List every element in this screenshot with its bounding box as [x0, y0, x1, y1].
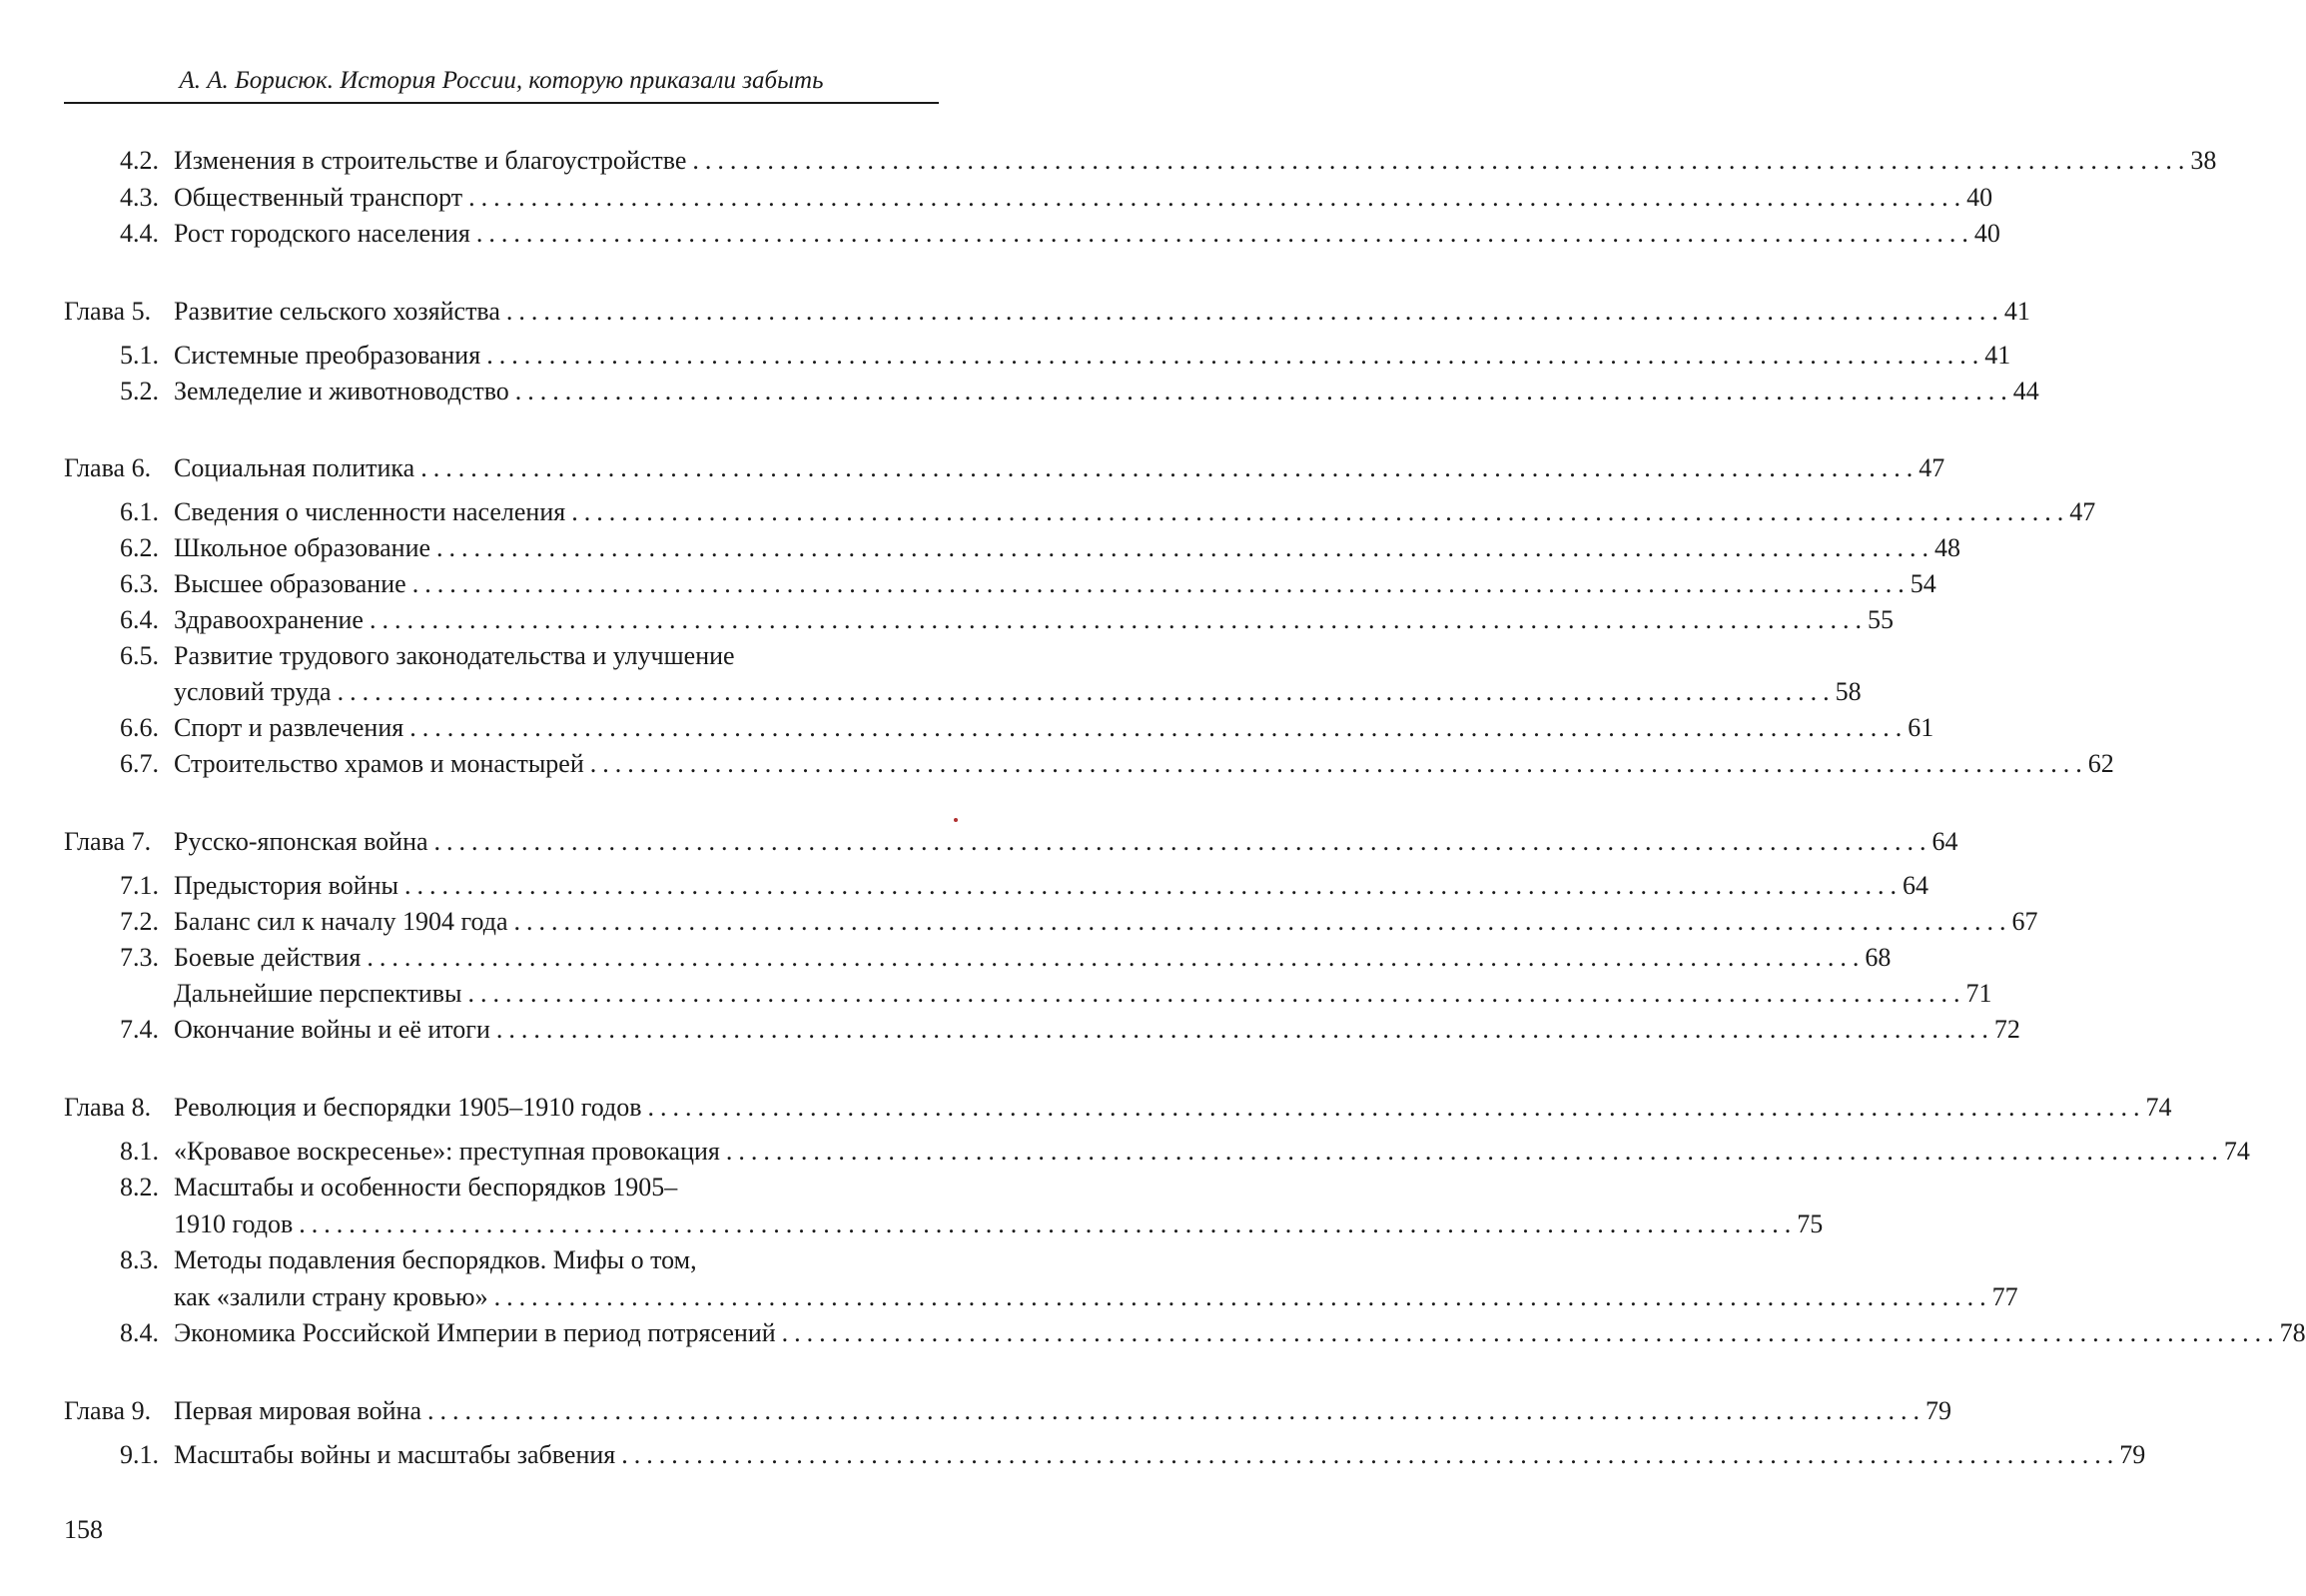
entry-title: Развитие трудового законодательства и улучшение: [174, 641, 735, 670]
leader-dots: ........................................................................................................................: [589, 749, 2088, 778]
entry-page: 48: [1934, 533, 1961, 562]
entry-title: условий труда: [174, 677, 332, 706]
entry-page: 78: [2279, 1318, 2306, 1347]
toc-entry-7-3-sub: [0, 976, 1992, 1012]
leader-dots: ........................................................................................................................: [404, 871, 1903, 900]
toc-entry-5-1: [0, 338, 2011, 374]
entry-number: 4.2.: [120, 146, 159, 175]
leader-dots: ........................................................................................................................: [571, 497, 2070, 526]
entry-page: 68: [1865, 943, 1892, 972]
entry-page: 75: [1797, 1209, 1824, 1238]
toc-entry-8-2: [0, 1170, 939, 1205]
entry-page: 44: [2012, 377, 2039, 405]
entry-title: Масштабы войны и масштабы забвения: [174, 1440, 616, 1469]
entry-number: 5.2.: [120, 377, 159, 405]
leader-dots: ........................................................................................................................: [420, 453, 1920, 482]
leader-dots: ........................................................................................................................: [493, 1282, 1992, 1311]
chapter-number: Глава 9.: [64, 1396, 152, 1425]
toc-entry-6-6: [0, 710, 1934, 746]
toc-entry-6-1: [0, 494, 2096, 530]
leader-dots: ........................................................................................................................: [725, 1137, 2224, 1166]
leader-dots: ........................................................................................................................: [621, 1440, 2120, 1469]
running-header: А. А. Борисюк. История России, которую приказали забыть: [179, 67, 824, 94]
entry-page: 38: [2190, 146, 2217, 175]
toc-entry-6-2: [0, 530, 1961, 566]
toc-entry-8-2-continued: [0, 1206, 1824, 1242]
toc-entry-7-3: [0, 940, 1892, 976]
toc-entry-8-4: [0, 1315, 2306, 1351]
entry-number: 5.1.: [120, 341, 159, 370]
chapter-number: Глава 6.: [64, 453, 152, 482]
toc-entry-8-3: [0, 1242, 939, 1278]
entry-number: 8.4.: [120, 1318, 159, 1347]
entry-page: 47: [1919, 453, 1945, 482]
entry-page: 77: [1991, 1282, 2018, 1311]
toc-chapter-5: [0, 294, 2030, 330]
entry-title: Масштабы и особенности беспорядков 1905–: [174, 1173, 678, 1201]
leader-dots: ........................................................................................................................: [367, 943, 1866, 972]
toc-entry-4-2: [0, 143, 2217, 179]
leader-dots: ........................................................................................................................: [409, 713, 1909, 742]
toc-entry-7-1: [0, 868, 1928, 904]
leader-dots: ........................................................................................................................: [505, 297, 2004, 326]
entry-page: 71: [1965, 979, 1992, 1008]
entry-title: Баланс сил к началу 1904 года: [174, 907, 508, 936]
leader-dots: ........................................................................................................................: [369, 605, 1868, 634]
entry-title: Дальнейшие перспективы: [174, 979, 462, 1008]
entry-page: 54: [1910, 569, 1936, 598]
entry-number: 7.1.: [120, 871, 159, 900]
leader-dots: ........................................................................................................................: [337, 677, 1836, 706]
entry-page: 40: [1966, 183, 1993, 212]
toc-entry-8-3-continued: [0, 1279, 2018, 1315]
entry-page: 41: [2003, 297, 2030, 326]
chapter-number: Глава 8.: [64, 1093, 152, 1122]
entry-page: 79: [2119, 1440, 2146, 1469]
entry-number: 7.2.: [120, 907, 159, 936]
toc-entry-8-1: [0, 1134, 2250, 1170]
entry-number: 6.6.: [120, 713, 159, 742]
entry-page: 62: [2087, 749, 2114, 778]
entry-number: 4.4.: [120, 219, 159, 248]
entry-title: Системные преобразования: [174, 341, 481, 370]
entry-page: 47: [2069, 497, 2096, 526]
toc-entry-6-5-continued: [0, 674, 1862, 710]
entry-page: 58: [1835, 677, 1862, 706]
print-speck: [954, 818, 958, 822]
entry-number: 4.3.: [120, 183, 159, 212]
leader-dots: ........................................................................................................................: [427, 1396, 1926, 1425]
chapter-title: Революция и беспорядки 1905–1910 годов: [174, 1093, 642, 1122]
entry-number: 6.1.: [120, 497, 159, 526]
leader-dots: ........................................................................................................................: [647, 1093, 2146, 1122]
leader-dots: ........................................................................................................................: [299, 1209, 1798, 1238]
entry-page: 74: [2145, 1093, 2172, 1122]
toc-entry-5-2: [0, 374, 2039, 409]
entry-number: 6.3.: [120, 569, 159, 598]
toc-chapter-7: [0, 824, 1958, 860]
entry-page: 40: [1973, 219, 2000, 248]
entry-number: 6.7.: [120, 749, 159, 778]
entry-page: 72: [1993, 1015, 2020, 1044]
toc-entry-6-5: [0, 638, 939, 674]
leader-dots: ........................................................................................................................: [468, 183, 1967, 212]
entry-page: 61: [1908, 713, 1934, 742]
entry-title: Общественный транспорт: [174, 183, 463, 212]
entry-title: «Кровавое воскресенье»: преступная провокация: [174, 1137, 720, 1166]
entry-title: Окончание войны и её итоги: [174, 1015, 490, 1044]
entry-title: Строительство храмов и монастырей: [174, 749, 584, 778]
entry-page: 55: [1867, 605, 1894, 634]
chapter-number: Глава 7.: [64, 827, 152, 856]
toc-entry-7-2: [0, 904, 2038, 940]
entry-page: 79: [1925, 1396, 1952, 1425]
page-number: 158: [64, 1515, 103, 1544]
entry-title: Здравоохранение: [174, 605, 364, 634]
entry-title: Земледелие и животноводство: [174, 377, 509, 405]
leader-dots: ........................................................................................................................: [433, 827, 1932, 856]
leader-dots: ........................................................................................................................: [495, 1015, 1994, 1044]
entry-title: Методы подавления беспорядков. Мифы о том,: [174, 1245, 697, 1274]
leader-dots: ........................................................................................................................: [411, 569, 1911, 598]
entry-page: 64: [1903, 871, 1928, 900]
entry-number: 6.2.: [120, 533, 159, 562]
entry-title: Спорт и развлечения: [174, 713, 404, 742]
entry-page: 67: [2011, 907, 2038, 936]
toc-entry-6-7: [0, 746, 2114, 782]
leader-dots: ........................................................................................................................: [513, 907, 2012, 936]
entry-title: Высшее образование: [174, 569, 406, 598]
entry-page: 74: [2223, 1137, 2250, 1166]
entry-title: Рост городского населения: [174, 219, 470, 248]
entry-title: Экономика Российской Империи в период потрясений: [174, 1318, 776, 1347]
entry-number: 7.4.: [120, 1015, 159, 1044]
entry-title: 1910 годов: [174, 1209, 294, 1238]
entry-number: 7.3.: [120, 943, 159, 972]
toc-chapter-8: [0, 1090, 2172, 1126]
entry-title: Сведения о численности населения: [174, 497, 566, 526]
leader-dots: ........................................................................................................................: [436, 533, 1935, 562]
entry-title: Боевые действия: [174, 943, 362, 972]
entry-title: Школьное образование: [174, 533, 431, 562]
toc-entry-9-1: [0, 1437, 2146, 1473]
chapter-title: Социальная политика: [174, 453, 415, 482]
entry-title: Изменения в строительстве и благоустройстве: [174, 146, 687, 175]
toc-entry-7-4: [0, 1012, 2020, 1048]
chapter-title: Русско-японская война: [174, 827, 428, 856]
leader-dots: ........................................................................................................................: [475, 219, 1974, 248]
entry-number: 8.2.: [120, 1173, 159, 1201]
entry-number: 6.5.: [120, 641, 159, 670]
chapter-number: Глава 5.: [64, 297, 152, 326]
toc-entry-4-3: [0, 180, 1993, 216]
toc-chapter-6: [0, 450, 1945, 486]
chapter-title: Развитие сельского хозяйства: [174, 297, 500, 326]
entry-number: 8.1.: [120, 1137, 159, 1166]
leader-dots: ........................................................................................................................: [692, 146, 2191, 175]
toc-entry-6-4: [0, 602, 1894, 638]
entry-page: 41: [1984, 341, 2011, 370]
entry-number: 8.3.: [120, 1245, 159, 1274]
toc-chapter-9: [0, 1393, 1952, 1429]
leader-dots: ........................................................................................................................: [781, 1318, 2280, 1347]
entry-page: 64: [1931, 827, 1958, 856]
leader-dots: ........................................................................................................................: [486, 341, 1985, 370]
toc-entry-6-3: [0, 566, 1936, 602]
entry-number: 6.4.: [120, 605, 159, 634]
leader-dots: ........................................................................................................................: [467, 979, 1966, 1008]
entry-title: Предыстория войны: [174, 871, 398, 900]
toc-entry-4-4: [0, 216, 2000, 252]
leader-dots: ........................................................................................................................: [514, 377, 2013, 405]
chapter-title: Первая мировая война: [174, 1396, 422, 1425]
entry-title: как «залили страну кровью»: [174, 1282, 488, 1311]
entry-number: 9.1.: [120, 1440, 159, 1469]
